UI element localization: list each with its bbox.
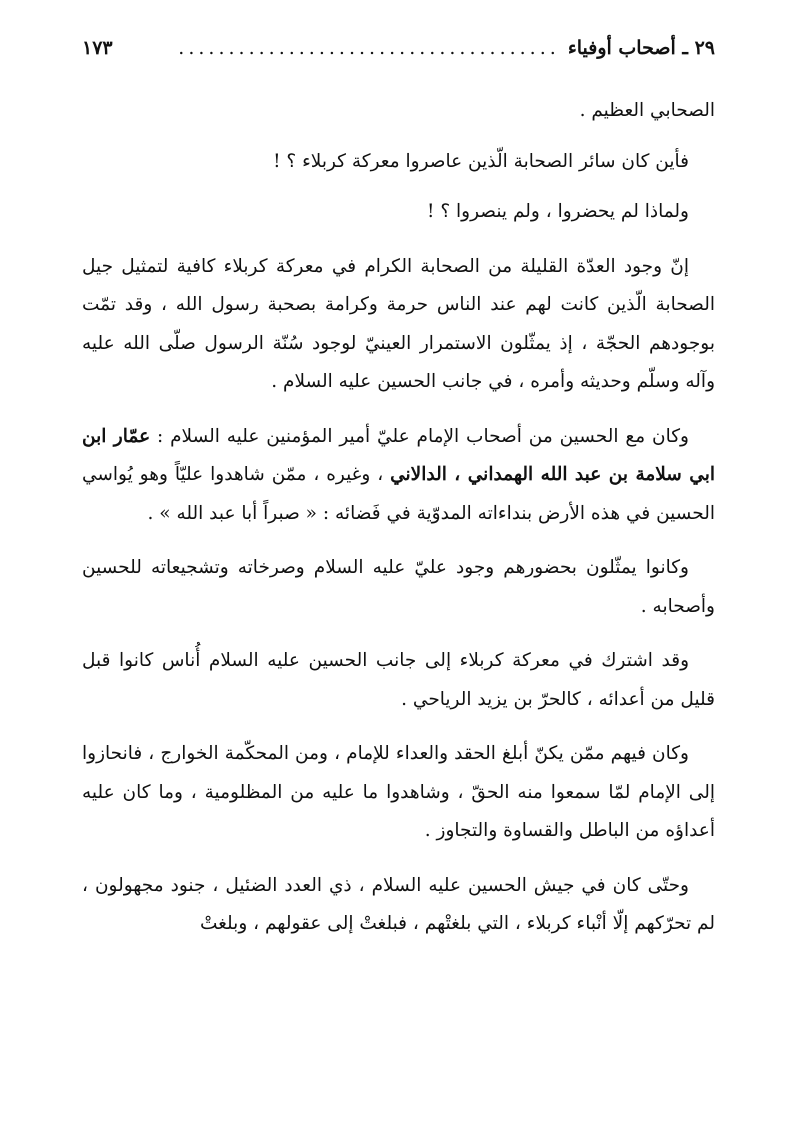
paragraph-6: وكانوا يمثّلون بحضورهم وجود عليّ عليه السلام وصرخاته وتشجيعاته للحسين وأصحابه . [82,557,715,617]
paragraph-1: الصحابي العظيم . [579,100,715,121]
paragraph-9: وحتّى كان في جيش الحسين عليه السلام ، ذي العدد الضئيل ، جنود مجهولون ، لم تحرّكهم إلّا أنْباء كربلاء ، التي بلغتْهم ، فبلغتْ إلى عقولهم ، وبلغتْ [82,874,715,934]
running-header [82,30,715,66]
leader-dots: ...................................... [178,37,560,59]
paragraph-5 [82,418,715,534]
paragraph-4: إنّ وجود العدّة القليلة من الصحابة الكرام في معركة كربلاء كافية لتمثيل جيل الصحابة الّذين كانت لهم عند الناس حرمة وكرامة بصحبة رسول الله ، وقد تمّت بوجودهم الحجّة ، إذ يمثّلون الاستمرار العينيّ لوجود سُنّة الرسول صلّى الله عليه وآله وسلّم وحديثه وأمره ، في جانب الحسين عليه السلام . [82,255,715,392]
chapter-title: ٢٩ ـ أصحاب أوفياء [567,37,715,59]
companion-name: عمّار ابن ابي سلامة بن عبد الله الهمداني ، الدالاني [82,425,715,485]
paragraph-3: ولماذا لم يحضروا ، ولم ينصروا ؟ ! [427,201,689,222]
paragraph-5-intro: وكان مع الحسين من أصحاب الإمام عليّ أمير المؤمنين عليه السلام : [150,425,689,447]
paragraph-7: وقد اشترك في معركة كربلاء إلى جانب الحسين عليه السلام أُناس كانوا قبل قليل من أعدائه ، كالحرّ بن يزيد الرياحي . [82,650,715,710]
page-number: ١٧٣ [82,37,113,59]
paragraph-8: وكان فيهم ممّن يكنّ أبلغ الحقد والعداء للإمام ، ومن المحكّمة الخوارج ، فانحازوا إلى الإمام لمّا سمعوا منه الحقّ ، وشاهدوا ما عليه من المظلومية ، وما كان عليه أعداؤه من الباطل والقساوة والتجاوز . [82,743,715,841]
paragraph-2: فأين كان سائر الصحابة الّذين عاصروا معركة كربلاء ؟ ! [273,150,689,172]
paragraph-5-rest: ، وغيره ، ممّن شاهدوا عليّاً وهو يُواسي الحسين في هذه الأرض بنداءاته المدوّية في فَضائه : « صبراً أبا عبد الله » . [82,464,715,524]
page-body [82,92,715,960]
